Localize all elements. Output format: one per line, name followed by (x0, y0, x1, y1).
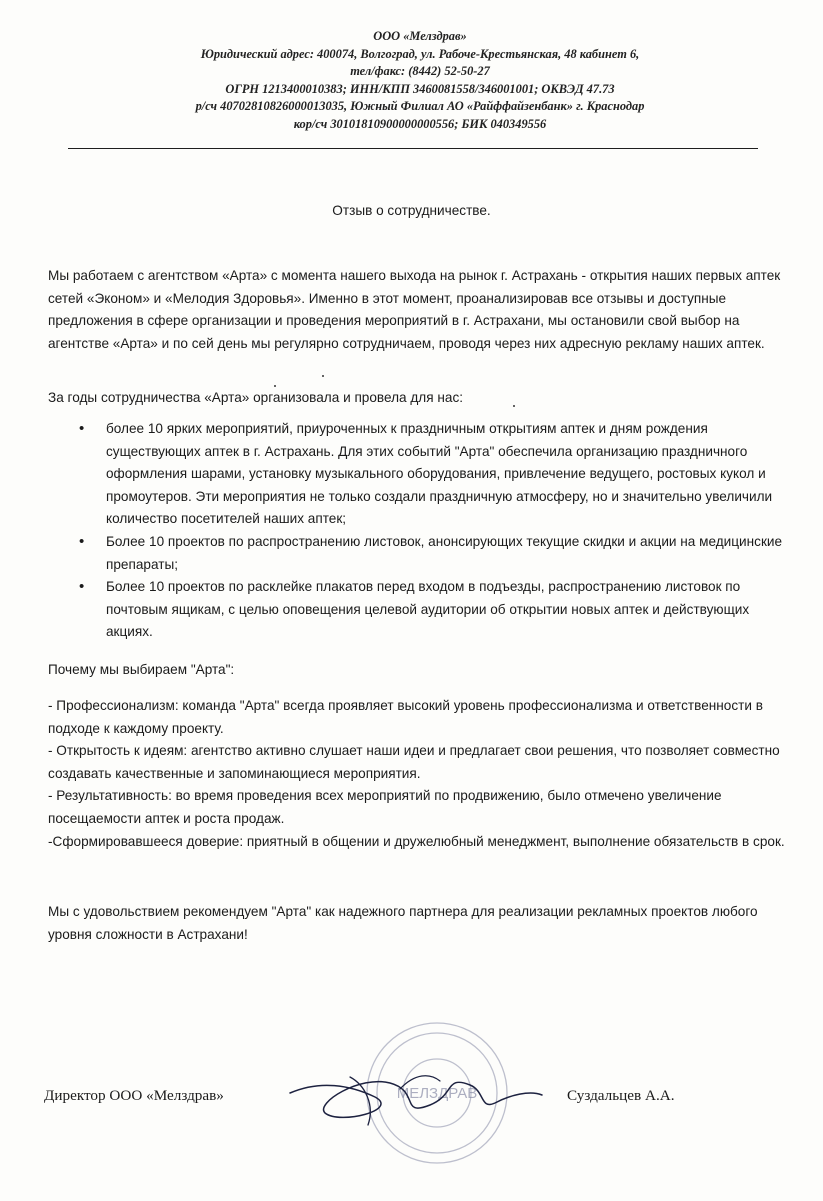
handwritten-signature-icon (280, 1055, 550, 1135)
bullet-icon: • (79, 420, 85, 437)
document-title: Отзыв о сотрудничестве. (332, 203, 491, 218)
signer-position: Директор ООО «Мелздрав» (44, 1087, 224, 1104)
legal-address: Юридический адрес: 400074, Волгоград, ул. Рабоче-Крестьянская, 48 кабинет 6, (200, 46, 640, 61)
bullet-icon: • (79, 532, 85, 550)
scan-speck (322, 375, 324, 377)
projects-lead (48, 387, 788, 410)
closing-paragraph (48, 901, 788, 946)
projects-lead-text: За годы сотрудничества «Арта» организовала и провела для нас: (48, 390, 464, 405)
list-item-text: Более 10 проектов по распространению листовок, анонсирующих текущие скидки и акции на медицинские препараты; (106, 533, 783, 572)
bullet-icon: • (79, 578, 85, 596)
why-item: - Открытость к идеям: агентство активно слушает наши идеи и предлагает свои решения, что позволяет совместно создавать качественные и запоминающиеся мероприятия. (48, 743, 780, 781)
svg-text:МЕЛЗДРАВ: МЕЛЗДРАВ (396, 1085, 478, 1102)
projects-list (48, 418, 788, 644)
why-heading-text: Почему мы выбираем "Арта": (48, 662, 235, 677)
intro-text: Мы работаем с агентством «Арта» с момента нашего выхода на рынок г. Астрахань - открытия наших первых аптек сетей «Эконом» и «Мелодия Здоровья». Именно в этот момент, проанализировав все отзывы и доступные предложения в сфере организации и проведения мероприятий в г. Астрахани, мы остановили свой выбор на агентстве «Арта» и по сей день мы регулярно сотрудничаем, проводя через них адресную рекламу наших аптек. (48, 268, 781, 351)
why-item: -Сформировавшееся доверие: приятный в общении и дружелюбный менеджмент, выполнение обязательств в срок. (48, 833, 785, 849)
registry-numbers: ОГРН 1213400010383; ИНН/КПП 3460081558/346001001; ОКВЭД 47.73 (225, 81, 615, 96)
company-name: ООО «Мелздрав» (373, 29, 467, 43)
list-item-text: более 10 ярких мероприятий, приуроченных к праздничным открытиям аптек и дням рождения существующих аптек в г. Астрахань. Для этих событий "Арта" обеспечила организацию праздничного оформления шарами, установку музыкального оборудования, привлечение ведущего, ростовых кукол и промоутеров. Эти мероприятия не только создали праздничную атмосферу, но и значительно увеличили количество посетителей наших аптек; (106, 421, 773, 527)
closing-text: Мы с удовольствием рекомендуем "Арта" как надежного партнера для реализации рекламных проектов любого уровня сложности в Астрахани! (48, 904, 758, 942)
correspondent-account: кор/сч 30101810900000000556; БИК 040349556 (293, 116, 547, 131)
list-item (48, 531, 788, 576)
list-item-text: Более 10 проектов по расклейке плакатов перед входом в подъезды, распространению листовок по почтовым ящикам, с целью оповещения целевой аудитории об открытии новых аптек и действующих акциях. (106, 579, 750, 640)
bank-account: р/сч 40702810826000013035, Южный Филиал АО «Райффайзенбанк» г. Краснодар (195, 99, 645, 114)
why-heading (48, 659, 788, 682)
scan-speck (274, 385, 276, 387)
intro-paragraph (48, 265, 788, 355)
scan-speck (513, 405, 515, 407)
signer-name: Суздальцев А.А. (567, 1087, 675, 1104)
why-list (48, 695, 788, 853)
list-item (48, 418, 788, 531)
why-item: - Профессионализм: команда "Арта" всегда проявляет высокий уровень профессионализма и ответственности в подходе к каждому проекту. (48, 698, 763, 736)
letterhead (60, 28, 780, 134)
header-divider (68, 148, 758, 149)
why-item: - Результативность: во время проведения всех мероприятий по продвижению, было отмечено увеличение посещаемости аптек и роста продаж. (48, 788, 722, 826)
list-item (48, 576, 788, 644)
phone-fax: тел/факс: (8442) 52-50-27 (350, 64, 490, 79)
